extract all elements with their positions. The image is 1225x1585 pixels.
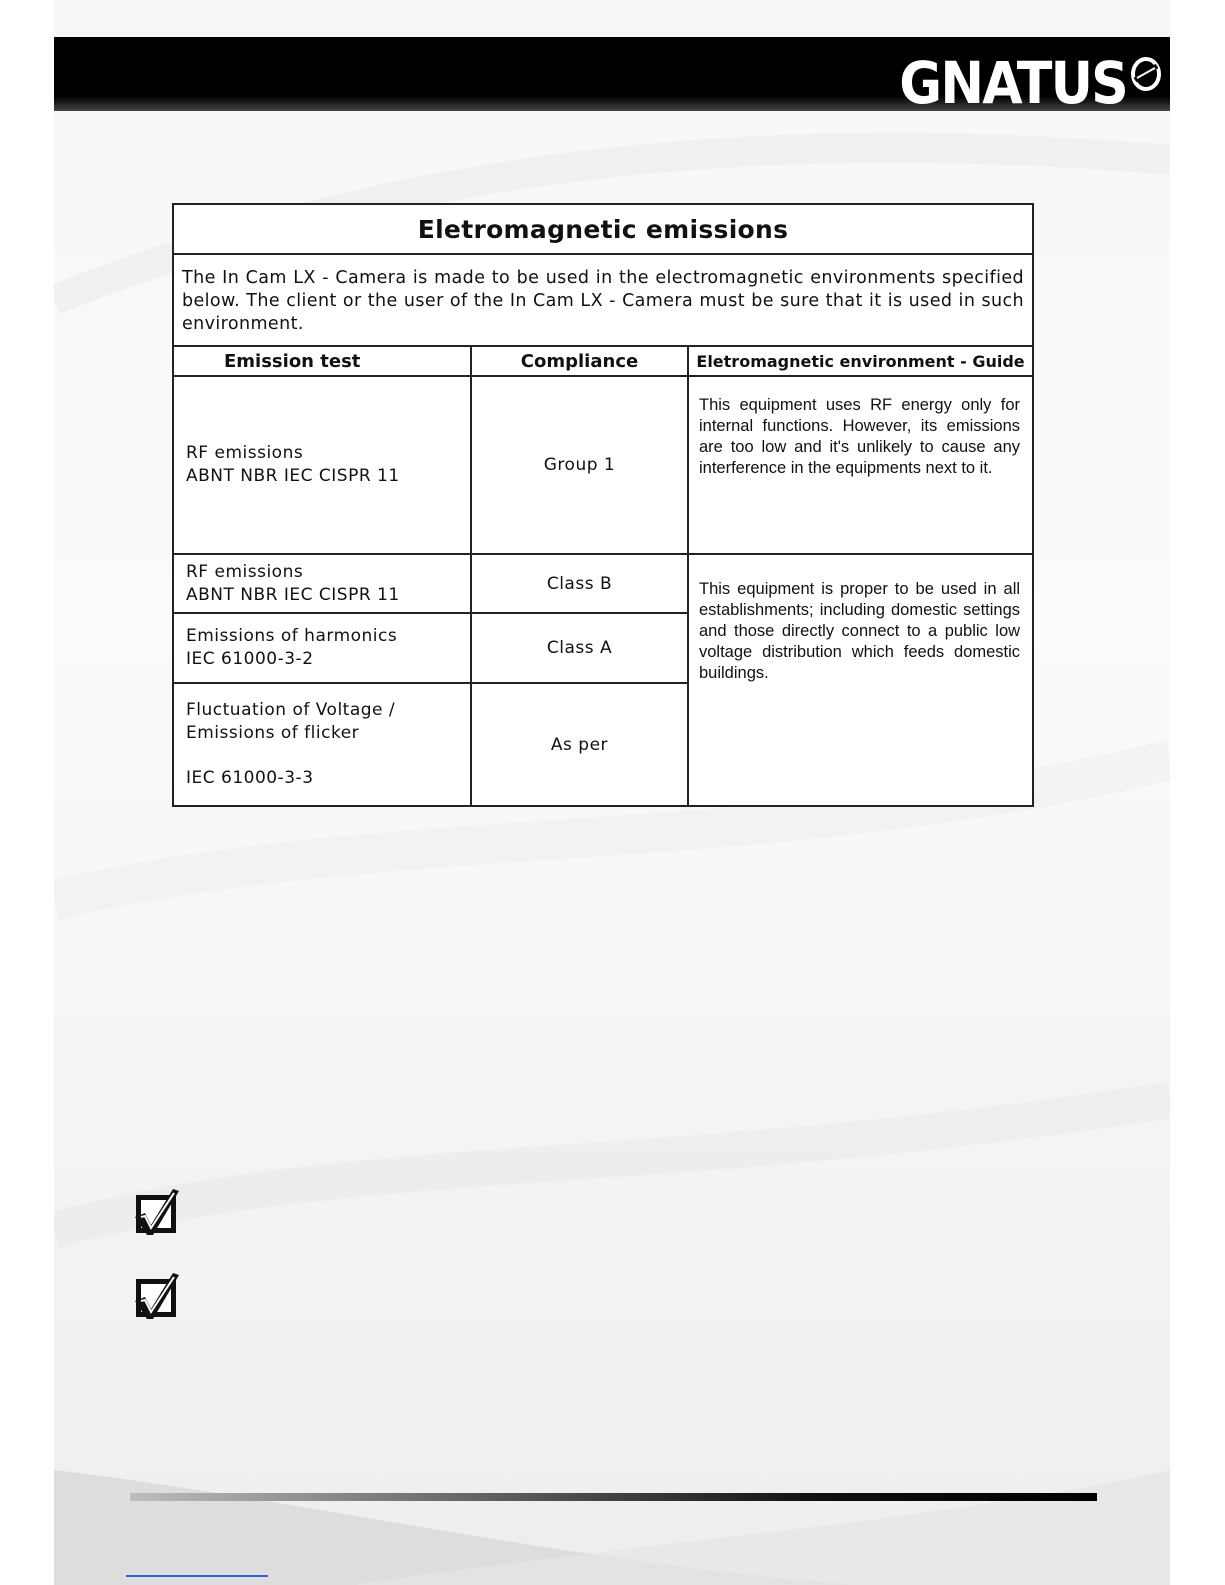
brand-logo [874, 49, 1163, 117]
column-header-emission-test: Emission test [173, 346, 471, 376]
compliance-cell: Group 1 [471, 376, 688, 554]
test-name: RF emissions [186, 443, 304, 463]
logo-text: GNATUS [899, 49, 1127, 117]
test-name: Emissions of harmonics [186, 626, 398, 646]
table-intro: The In Cam LX - Camera is made to be used in the electromagnetic environments specified below. The client or the user of the In Cam LX - Camera must be sure that it is used in such environment. [173, 254, 1033, 346]
emissions-table [172, 203, 1034, 807]
emission-test-cell [173, 613, 471, 683]
table-row [173, 376, 1033, 554]
gnatus-swirl-icon [1129, 54, 1163, 94]
emission-test-cell [173, 554, 471, 613]
test-name: RF emissions [186, 561, 304, 582]
table-title: Eletromagnetic emissions [173, 204, 1033, 254]
checkbox-checked-icon [133, 1185, 181, 1237]
compliance-cell: As per [471, 683, 688, 806]
checkbox-checked-icon [133, 1269, 181, 1321]
test-standard: Emissions of flicker [186, 723, 360, 743]
column-header-compliance: Compliance [471, 346, 688, 376]
compliance-cell: Class B [471, 554, 688, 613]
test-standard: ABNT NBR IEC CISPR 11 [186, 584, 400, 605]
emission-test-cell [173, 376, 471, 554]
compliance-cell: Class A [471, 613, 688, 683]
test-standard: IEC 61000-3-3 [186, 768, 314, 788]
footer-rule [130, 1493, 1097, 1501]
test-standard: IEC 61000-3-2 [186, 649, 314, 669]
test-name: Fluctuation of Voltage / [186, 700, 396, 720]
guide-cell: This equipment uses RF energy only for internal functions. However, its emissions are too low and it's unlikely to cause any interference in the equipments next to it. [688, 376, 1033, 554]
column-header-guide: Eletromagnetic environment - Guide [688, 346, 1033, 376]
emission-test-cell [173, 683, 471, 806]
guide-cell: This equipment is proper to be used in all establishments; including domestic settings and those directly connect to a public low voltage distribution which feeds domestic buildings. [688, 554, 1033, 806]
footer-link-underline [126, 1575, 268, 1577]
table-row [173, 554, 1033, 613]
test-standard: ABNT NBR IEC CISPR 11 [186, 466, 400, 486]
